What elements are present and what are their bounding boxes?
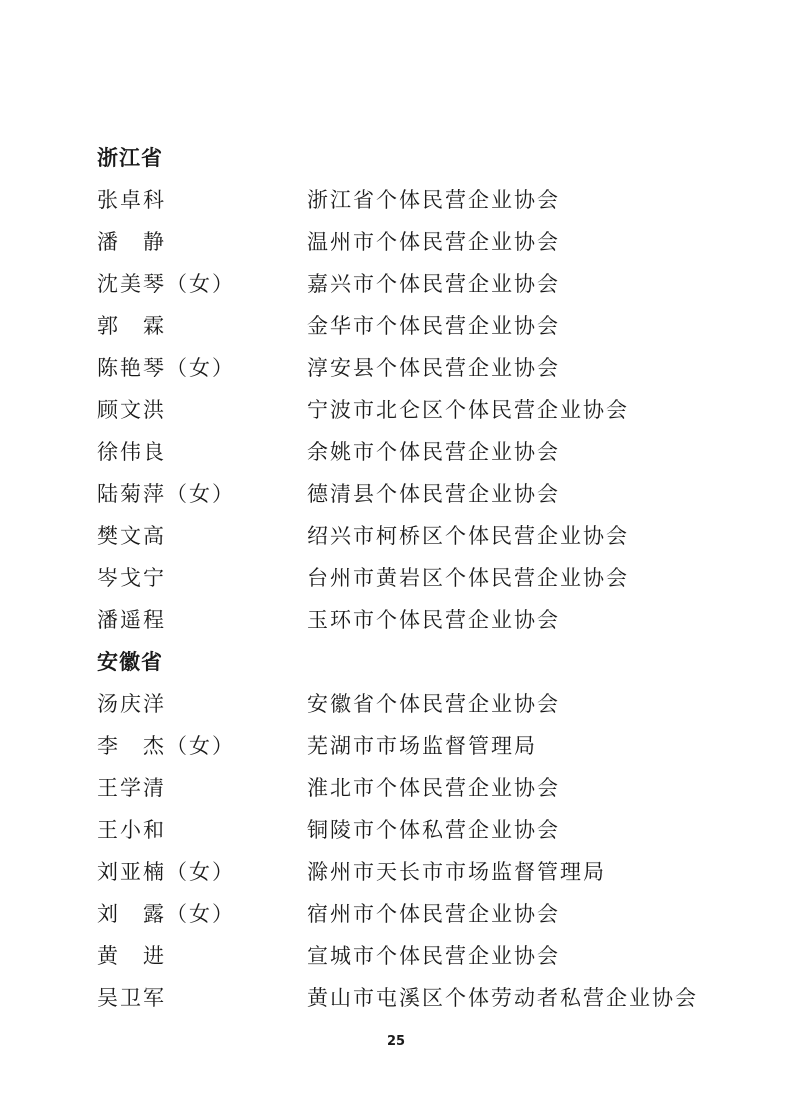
member-name: 黄 进 (97, 944, 166, 968)
member-row (97, 473, 737, 515)
member-organization: 淳安县个体民营企业协会 (307, 356, 560, 380)
member-name: 陆菊萍（女） (97, 482, 235, 506)
member-organization: 余姚市个体民营企业协会 (307, 440, 560, 464)
member-row (97, 809, 737, 851)
member-list (97, 137, 737, 1019)
member-organization: 黄山市屯溪区个体劳动者私营企业协会 (307, 986, 698, 1010)
member-name: 顾文洪 (97, 398, 166, 422)
member-row (97, 557, 737, 599)
member-row (97, 347, 737, 389)
member-organization: 浙江省个体民营企业协会 (307, 188, 560, 212)
member-name: 沈美琴（女） (97, 272, 235, 296)
member-name: 吴卫军 (97, 986, 166, 1010)
member-row (97, 683, 737, 725)
section-title: 浙江省 (97, 146, 163, 170)
member-organization: 玉环市个体民营企业协会 (307, 608, 560, 632)
member-name: 徐伟良 (97, 440, 166, 464)
member-name: 郭 霖 (97, 314, 166, 338)
member-name: 陈艳琴（女） (97, 356, 235, 380)
member-row (97, 221, 737, 263)
member-organization: 宁波市北仑区个体民营企业协会 (307, 398, 629, 422)
member-row (97, 389, 737, 431)
member-organization: 铜陵市个体私营企业协会 (307, 818, 560, 842)
member-row (97, 305, 737, 347)
member-name: 王小和 (97, 818, 166, 842)
member-organization: 温州市个体民营企业协会 (307, 230, 560, 254)
member-organization: 滁州市天长市市场监督管理局 (307, 860, 606, 884)
member-row (97, 935, 737, 977)
member-organization: 芜湖市市场监督管理局 (307, 734, 537, 758)
member-name: 潘 静 (97, 230, 166, 254)
member-row (97, 515, 737, 557)
member-name: 樊文高 (97, 524, 166, 548)
member-name: 潘遥程 (97, 608, 166, 632)
member-organization: 台州市黄岩区个体民营企业协会 (307, 566, 629, 590)
member-name: 刘 露（女） (97, 902, 235, 926)
member-name: 李 杰（女） (97, 734, 235, 758)
member-organization: 淮北市个体民营企业协会 (307, 776, 560, 800)
member-row (97, 851, 737, 893)
member-organization: 金华市个体民营企业协会 (307, 314, 560, 338)
member-name: 汤庆洋 (97, 692, 166, 716)
member-row (97, 263, 737, 305)
member-row (97, 431, 737, 473)
member-name: 岑戈宁 (97, 566, 166, 590)
member-row (97, 977, 737, 1019)
member-organization: 宣城市个体民营企业协会 (307, 944, 560, 968)
member-row (97, 893, 737, 935)
member-name: 王学清 (97, 776, 166, 800)
member-organization: 绍兴市柯桥区个体民营企业协会 (307, 524, 629, 548)
member-name: 刘亚楠（女） (97, 860, 235, 884)
member-organization: 安徽省个体民营企业协会 (307, 692, 560, 716)
member-organization: 嘉兴市个体民营企业协会 (307, 272, 560, 296)
page-number: 25 (386, 1034, 406, 1049)
member-name: 张卓科 (97, 188, 166, 212)
member-row (97, 725, 737, 767)
member-row (97, 599, 737, 641)
section-title: 安徽省 (97, 650, 163, 674)
member-row (97, 767, 737, 809)
member-organization: 宿州市个体民营企业协会 (307, 902, 560, 926)
member-row (97, 179, 737, 221)
member-organization: 德清县个体民营企业协会 (307, 482, 560, 506)
